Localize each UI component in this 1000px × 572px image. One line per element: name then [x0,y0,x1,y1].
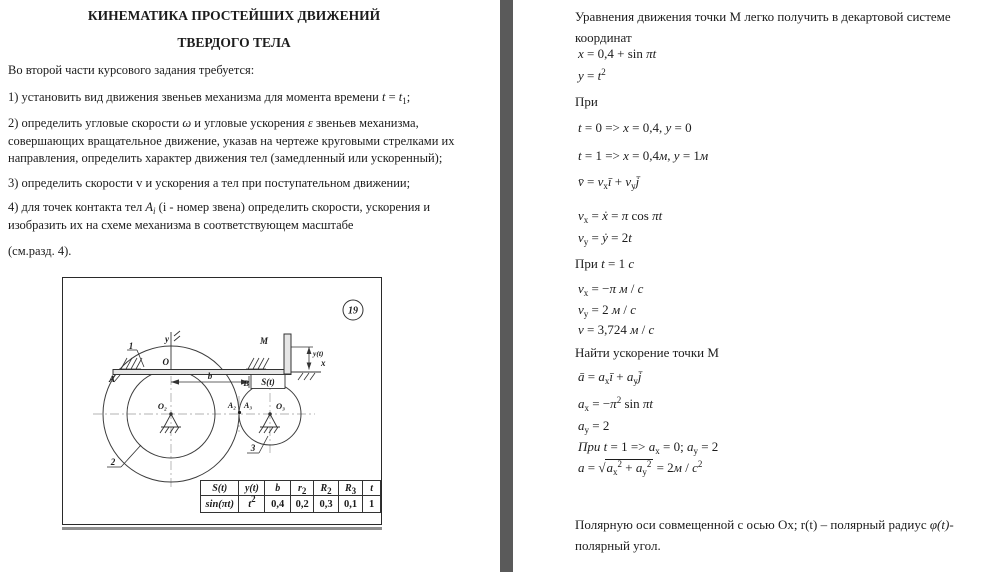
figure-number: 19 [348,305,358,317]
right-page [513,0,1000,572]
equation-vy-value: $v_y = 2$ м / c [578,302,637,319]
o2-label: O₂ [157,401,167,411]
pivot-o2 [160,413,181,433]
intro-paragraph: Во второй части курсового задания требуется: [8,63,255,77]
y-axis-label: y [165,334,169,344]
link1-label: 1 [128,341,134,351]
value-cell: 0,1 [338,496,362,513]
value-cell: sin(πt) [201,496,239,513]
equation-t1: t = 1 => x = 0,4м, y = 1м [578,148,709,163]
rod-link [113,370,291,375]
equation-t0: t = 0 => x = 0,4, y = 0 [578,120,692,135]
header-cell: b [265,481,291,496]
header-cell: t [363,481,381,496]
s-of-t-label: S(t) [261,377,275,387]
link2-label: 2 [110,457,116,467]
page-title-line2: ТВЕРДОГО ТЕЛА [177,34,291,50]
equation-v-total: v = 3,724 м / c [578,322,655,337]
figure-shadow-line [62,527,382,530]
header-cell: $R_3$ [338,481,362,496]
see-section-note: (см.разд. 4). [8,244,72,258]
y-of-t-label: y(t) [313,349,324,358]
value-cell: 0,4 [265,496,291,513]
equations-intro-paragraph: Уравнения движения точки М легко получить в декартовой системе координат [575,9,951,45]
a3-label: A₃ [244,401,253,410]
slider-link [284,334,291,374]
x-axis-label: x [321,358,326,368]
a2-label: A₂ [227,401,236,410]
origin-label: O [162,357,169,367]
equation-vx: $v_x$ = ẋ = π cos πt [578,208,663,225]
link3-label: 3 [250,443,256,453]
header-cell: S(t) [201,481,239,496]
equation-velocity-vector: v̄ = $v_xī$ + $v_yj̄$ [578,174,640,191]
equation-vy: $v_y$ = ẏ = 2t [578,230,632,247]
header-cell: y(t) [239,481,265,496]
equation-ay: $a_y = 2$ [578,418,610,435]
point-b-label: B [243,378,249,388]
value-cell: 0,3 [314,496,338,513]
pivot-o3 [259,413,280,433]
equation-vx-value: $v_x = -\pi$ м / c [578,281,644,298]
equation-acceleration-vector: ā = $a_xī$ + $a_yj̄$ [578,369,642,386]
polar-axes-paragraph: Полярную оси совмещенной с осью Ox; r(t) – полярный радиус φ(t)- полярный угол. [575,517,954,553]
left-page-text [8,0,460,261]
point-a-label: A [108,374,115,384]
value-cell: 0,2 [291,496,314,513]
task-item-4: 4) для точек контакта тел $A_i$ (i - номер звена) определить скорости, ускорения и изобразить их на схеме механизма в соответствующем масштабе [8,200,431,232]
parameters-table [200,480,381,513]
equation-ax: $a_x = -\pi^2$ sin πt [578,395,653,413]
equation-at-t1: При $t = 1 => a_x = 0$; $a_y = 2$ [578,439,719,456]
page-divider [500,0,513,572]
task-item-1: 1) установить вид движения звеньев механизма для момента времени $t = t_1$; [8,89,411,106]
equation-y: $y = t^2$ [578,67,606,83]
table-header-row [201,481,381,496]
header-cell: $r_2$ [291,481,314,496]
header-cell: $R_2$ [314,481,338,496]
b-dim-label: b [207,371,213,381]
task-item-2: 2) определить угловые скорости ω и угловые ускорения ε звеньев механизма, совершающих вращательное движение, указав на чертеже круговыми стрелками их направления, определить характер движения тел (замедленный или ускоренный); [8,116,455,165]
o3-label: O₃ [276,401,286,411]
contact-point [238,411,241,414]
pri-heading-2: При t = 1 c [575,256,635,271]
y-axis [171,331,180,369]
pri-heading-1: При [575,94,598,109]
value-cell: $t^2$ [239,496,265,513]
mechanism-figure [62,277,382,525]
value-cell: 1 [363,496,381,513]
support-hatch-x-axis [298,373,315,380]
table-value-row [201,496,381,513]
find-acceleration-heading: Найти ускорение точки М [575,345,719,360]
point-m-label: M [259,336,268,346]
page-title-line1: КИНЕМАТИКА ПРОСТЕЙШИХ ДВИЖЕНИЙ [87,8,381,23]
y-of-t-dimension [291,347,313,370]
equation-x: x = 0,4 + sin πt [578,46,657,61]
equation-a-total: $a = √a_x^2 + a_y^2 = 2м / c^2$ [578,459,703,477]
support-hatch-b [246,358,269,369]
task-item-3: 3) определить скорости v и ускорения а тел при поступательном движении; [8,175,411,190]
